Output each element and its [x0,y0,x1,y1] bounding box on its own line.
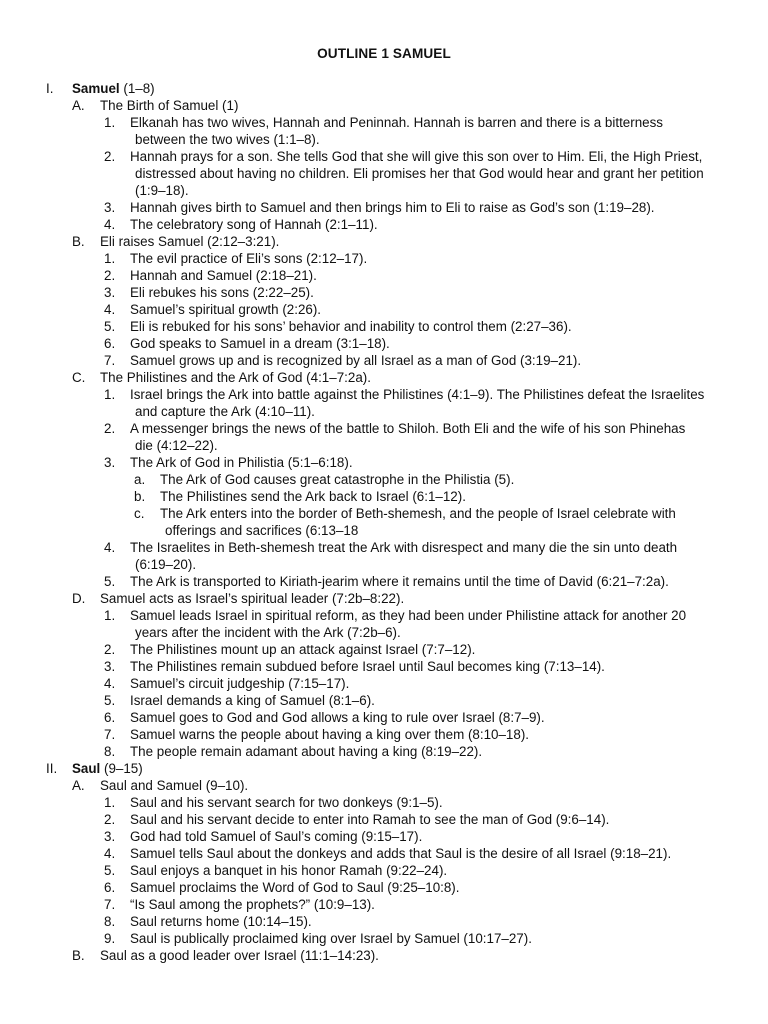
item-text-line: Saul is publically proclaimed king over Israel by Samuel (10:17–27). [130,931,532,946]
item-text-line: Samuel grows up and is recognized by all Israel as a man of God (3:19–21). [130,353,582,368]
item-text-line: God speaks to Samuel in a dream (3:1–18). [130,336,390,351]
subsection-marker: B. [72,234,85,249]
item-marker: 2. [104,149,116,164]
outline-item [0,573,768,590]
item-marker: 2. [104,421,116,436]
item-text [160,471,723,488]
item-marker: c. [134,506,145,521]
outline-item [0,216,768,233]
item-text-line: Samuel warns the people about having a king over them (8:10–18). [130,727,529,742]
item-marker: 1. [104,795,116,810]
item-marker: 4. [104,676,116,691]
item-marker: 2. [104,812,116,827]
item-text [130,675,723,692]
item-text [130,539,723,573]
item-text-line: Samuel’s spiritual growth (2:26). [130,302,322,317]
item-text-line: The Ark of God in Philistia (5:1–6:18). [130,455,353,470]
subsection-heading: Saul and Samuel (9–10). [100,778,249,793]
outline-subitem [0,488,768,505]
item-marker: 3. [104,659,116,674]
outline-item [0,284,768,301]
item-text [130,913,723,930]
item-marker: 6. [104,880,116,895]
document-title: OUTLINE 1 SAMUEL [317,46,451,61]
outline-section [0,760,768,777]
outline-item [0,692,768,709]
section-heading [72,760,143,777]
item-text-line: Samuel proclaims the Word of God to Saul (9:25–10:8). [130,880,460,895]
item-text-continuation: die (4:12–22). [135,438,218,453]
outline-item [0,845,768,862]
item-text [130,607,723,641]
outline-subsection [0,233,768,250]
outline-subsection [0,97,768,114]
item-text [130,267,723,284]
outline-item [0,148,768,199]
outline-item [0,352,768,369]
item-marker: 2. [104,642,116,657]
item-text [130,709,723,726]
item-marker: 4. [104,846,116,861]
item-marker: 5. [104,693,116,708]
outline-item [0,335,768,352]
item-marker: 6. [104,710,116,725]
item-marker: 3. [104,200,116,215]
item-text-line: A messenger brings the news of the battle to Shiloh. Both Eli and the wife of his son Phinehas [130,421,686,436]
item-marker: 4. [104,302,116,317]
item-marker: 7. [104,727,116,742]
subsection-heading: Eli raises Samuel (2:12–3:21). [100,234,280,249]
outline-item [0,199,768,216]
item-text [130,726,723,743]
item-text-line: The Philistines mount up an attack against Israel (7:7–12). [130,642,476,657]
outline-item [0,794,768,811]
outline-item [0,828,768,845]
item-text [130,148,723,199]
outline-subsection [0,777,768,794]
outline-item [0,250,768,267]
item-text-line: Israel brings the Ark into battle against the Philistines (4:1–9). The Philistines defeat the Israelites [130,387,705,402]
item-text-line: Saul enjoys a banquet in his honor Ramah (9:22–24). [130,863,448,878]
outline-item [0,114,768,148]
item-text-line: The celebratory song of Hannah (2:1–11). [130,217,378,232]
outline-item [0,862,768,879]
item-marker: 1. [104,115,116,130]
item-text-continuation: (1:9–18). [135,183,189,198]
section-range: (9–15) [100,761,143,776]
outline-item [0,386,768,420]
outline-item [0,675,768,692]
item-text-line: The Philistines remain subdued before Israel until Saul becomes king (7:13–14). [130,659,605,674]
item-marker: a. [134,472,146,487]
outline-list [0,80,768,964]
item-text-line: Hannah gives birth to Samuel and then brings him to Eli to raise as God’s son (1:19–28). [130,200,655,215]
outline-section [0,80,768,97]
item-marker: 7. [104,353,116,368]
item-text [130,114,723,148]
item-marker: 4. [104,540,116,555]
item-text-line: “Is Saul among the prophets?” (10:9–13). [130,897,375,912]
item-text-continuation: between the two wives (1:1–8). [135,132,320,147]
item-text-line: Saul and his servant search for two donkeys (9:1–5). [130,795,443,810]
item-marker: 3. [104,455,116,470]
item-text-line: Saul and his servant decide to enter into Ramah to see the man of God (9:6–14). [130,812,610,827]
outline-item [0,267,768,284]
outline-item [0,726,768,743]
item-marker: b. [134,489,146,504]
item-text [130,573,723,590]
item-text-line: Eli is rebuked for his sons’ behavior and inability to control them (2:27–36). [130,319,572,334]
item-marker: 5. [104,574,116,589]
subsection-marker: D. [72,591,86,606]
section-name: Saul [72,761,101,776]
item-text-line: Hannah prays for a son. She tells God that she will give this son over to Him. Eli, the High Priest, [130,149,703,164]
subsection-heading: The Birth of Samuel (1) [100,98,239,113]
subsection-heading: Samuel acts as Israel’s spiritual leader (7:2b–8:22). [100,591,405,606]
section-heading [72,80,155,97]
item-text-line: Samuel goes to God and God allows a king to rule over Israel (8:7–9). [130,710,545,725]
item-marker: 3. [104,285,116,300]
item-text [130,199,723,216]
item-text-line: The Ark of God causes great catastrophe in the Philistia (5). [160,472,515,487]
item-text-line: Eli rebukes his sons (2:22–25). [130,285,314,300]
item-text-line: The people remain adamant about having a king (8:19–22). [130,744,483,759]
outline-item [0,811,768,828]
item-text [130,641,723,658]
item-text-line: God had told Samuel of Saul’s coming (9:15–17). [130,829,423,844]
item-text [130,811,723,828]
item-text [130,845,723,862]
item-text [130,216,723,233]
item-text-line: The Ark is transported to Kiriath-jearim where it remains until the time of David (6:21–7:2a). [130,574,669,589]
subsection-heading: Saul as a good leader over Israel (11:1–14:23). [100,948,379,963]
item-text [130,318,723,335]
item-text [130,352,723,369]
item-text-line: Hannah and Samuel (2:18–21). [130,268,317,283]
item-text [130,454,723,471]
outline-item [0,743,768,760]
item-text [160,505,723,539]
outline-item [0,607,768,641]
item-text-line: Samuel leads Israel in spiritual reform, as they had been under Philistine attack for another 20 [130,608,687,623]
outline-item [0,896,768,913]
item-text-line: Samuel’s circuit judgeship (7:15–17). [130,676,350,691]
item-text-line: The Israelites in Beth-shemesh treat the Ark with disrespect and many die the sin unto death [130,540,678,555]
outline-subitem [0,471,768,488]
item-text-continuation: (6:19–20). [135,557,197,572]
item-text-line: The Ark enters into the border of Beth-shemesh, and the people of Israel celebrate with [160,506,676,521]
item-text [130,743,723,760]
outline-item [0,641,768,658]
section-name: Samuel [72,81,120,96]
item-text-line: Israel demands a king of Samuel (8:1–6). [130,693,375,708]
item-text [130,794,723,811]
item-text [130,692,723,709]
outline-subitem [0,505,768,539]
item-marker: 1. [104,608,116,623]
item-text [130,420,723,454]
item-marker: 6. [104,336,116,351]
item-text [130,301,723,318]
item-text [130,930,723,947]
item-text-continuation: and capture the Ark (4:10–11). [135,404,315,419]
item-text [130,386,723,420]
item-text [130,828,723,845]
item-text [130,335,723,352]
item-marker: 8. [104,744,116,759]
item-marker: 7. [104,897,116,912]
outline-item [0,539,768,573]
item-text-continuation: years after the incident with the Ark (7:2b–6). [135,625,401,640]
item-marker: 3. [104,829,116,844]
item-text [130,284,723,301]
section-marker: I. [46,81,54,96]
item-text [130,250,723,267]
subsection-heading: The Philistines and the Ark of God (4:1–7:2a). [100,370,371,385]
outline-item [0,709,768,726]
item-text-continuation: distressed about having no children. Eli promises her that God would hear and grant her petition [135,166,704,181]
item-marker: 8. [104,914,116,929]
item-text [130,896,723,913]
item-marker: 5. [104,863,116,878]
outline-item [0,318,768,335]
item-text-continuation: offerings and sacrifices (6:13–18 [165,523,359,538]
outline-item [0,913,768,930]
item-text-line: Samuel tells Saul about the donkeys and adds that Saul is the desire of all Israel (9:18–21). [130,846,672,861]
subsection-marker: A. [72,778,85,793]
outline-item [0,420,768,454]
item-marker: 2. [104,268,116,283]
item-text [130,862,723,879]
item-marker: 1. [104,251,116,266]
item-text [160,488,723,505]
item-marker: 4. [104,217,116,232]
subsection-marker: C. [72,370,86,385]
outline-item [0,930,768,947]
item-text-line: Saul returns home (10:14–15). [130,914,312,929]
outline-item [0,879,768,896]
subsection-marker: B. [72,948,85,963]
outline-item [0,658,768,675]
item-text [130,879,723,896]
section-range: (1–8) [119,81,155,96]
item-text-line: The Philistines send the Ark back to Israel (6:1–12). [160,489,466,504]
outline-item [0,454,768,471]
section-marker: II. [46,761,58,776]
outline-subsection [0,590,768,607]
item-text-line: The evil practice of Eli’s sons (2:12–17). [130,251,368,266]
item-text-line: Elkanah has two wives, Hannah and Peninnah. Hannah is barren and there is a bitterness [130,115,663,130]
subsection-marker: A. [72,98,85,113]
outline-item [0,301,768,318]
outline-subsection [0,369,768,386]
outline-subsection [0,947,768,964]
item-marker: 5. [104,319,116,334]
item-marker: 9. [104,931,116,946]
item-marker: 1. [104,387,116,402]
item-text [130,658,723,675]
